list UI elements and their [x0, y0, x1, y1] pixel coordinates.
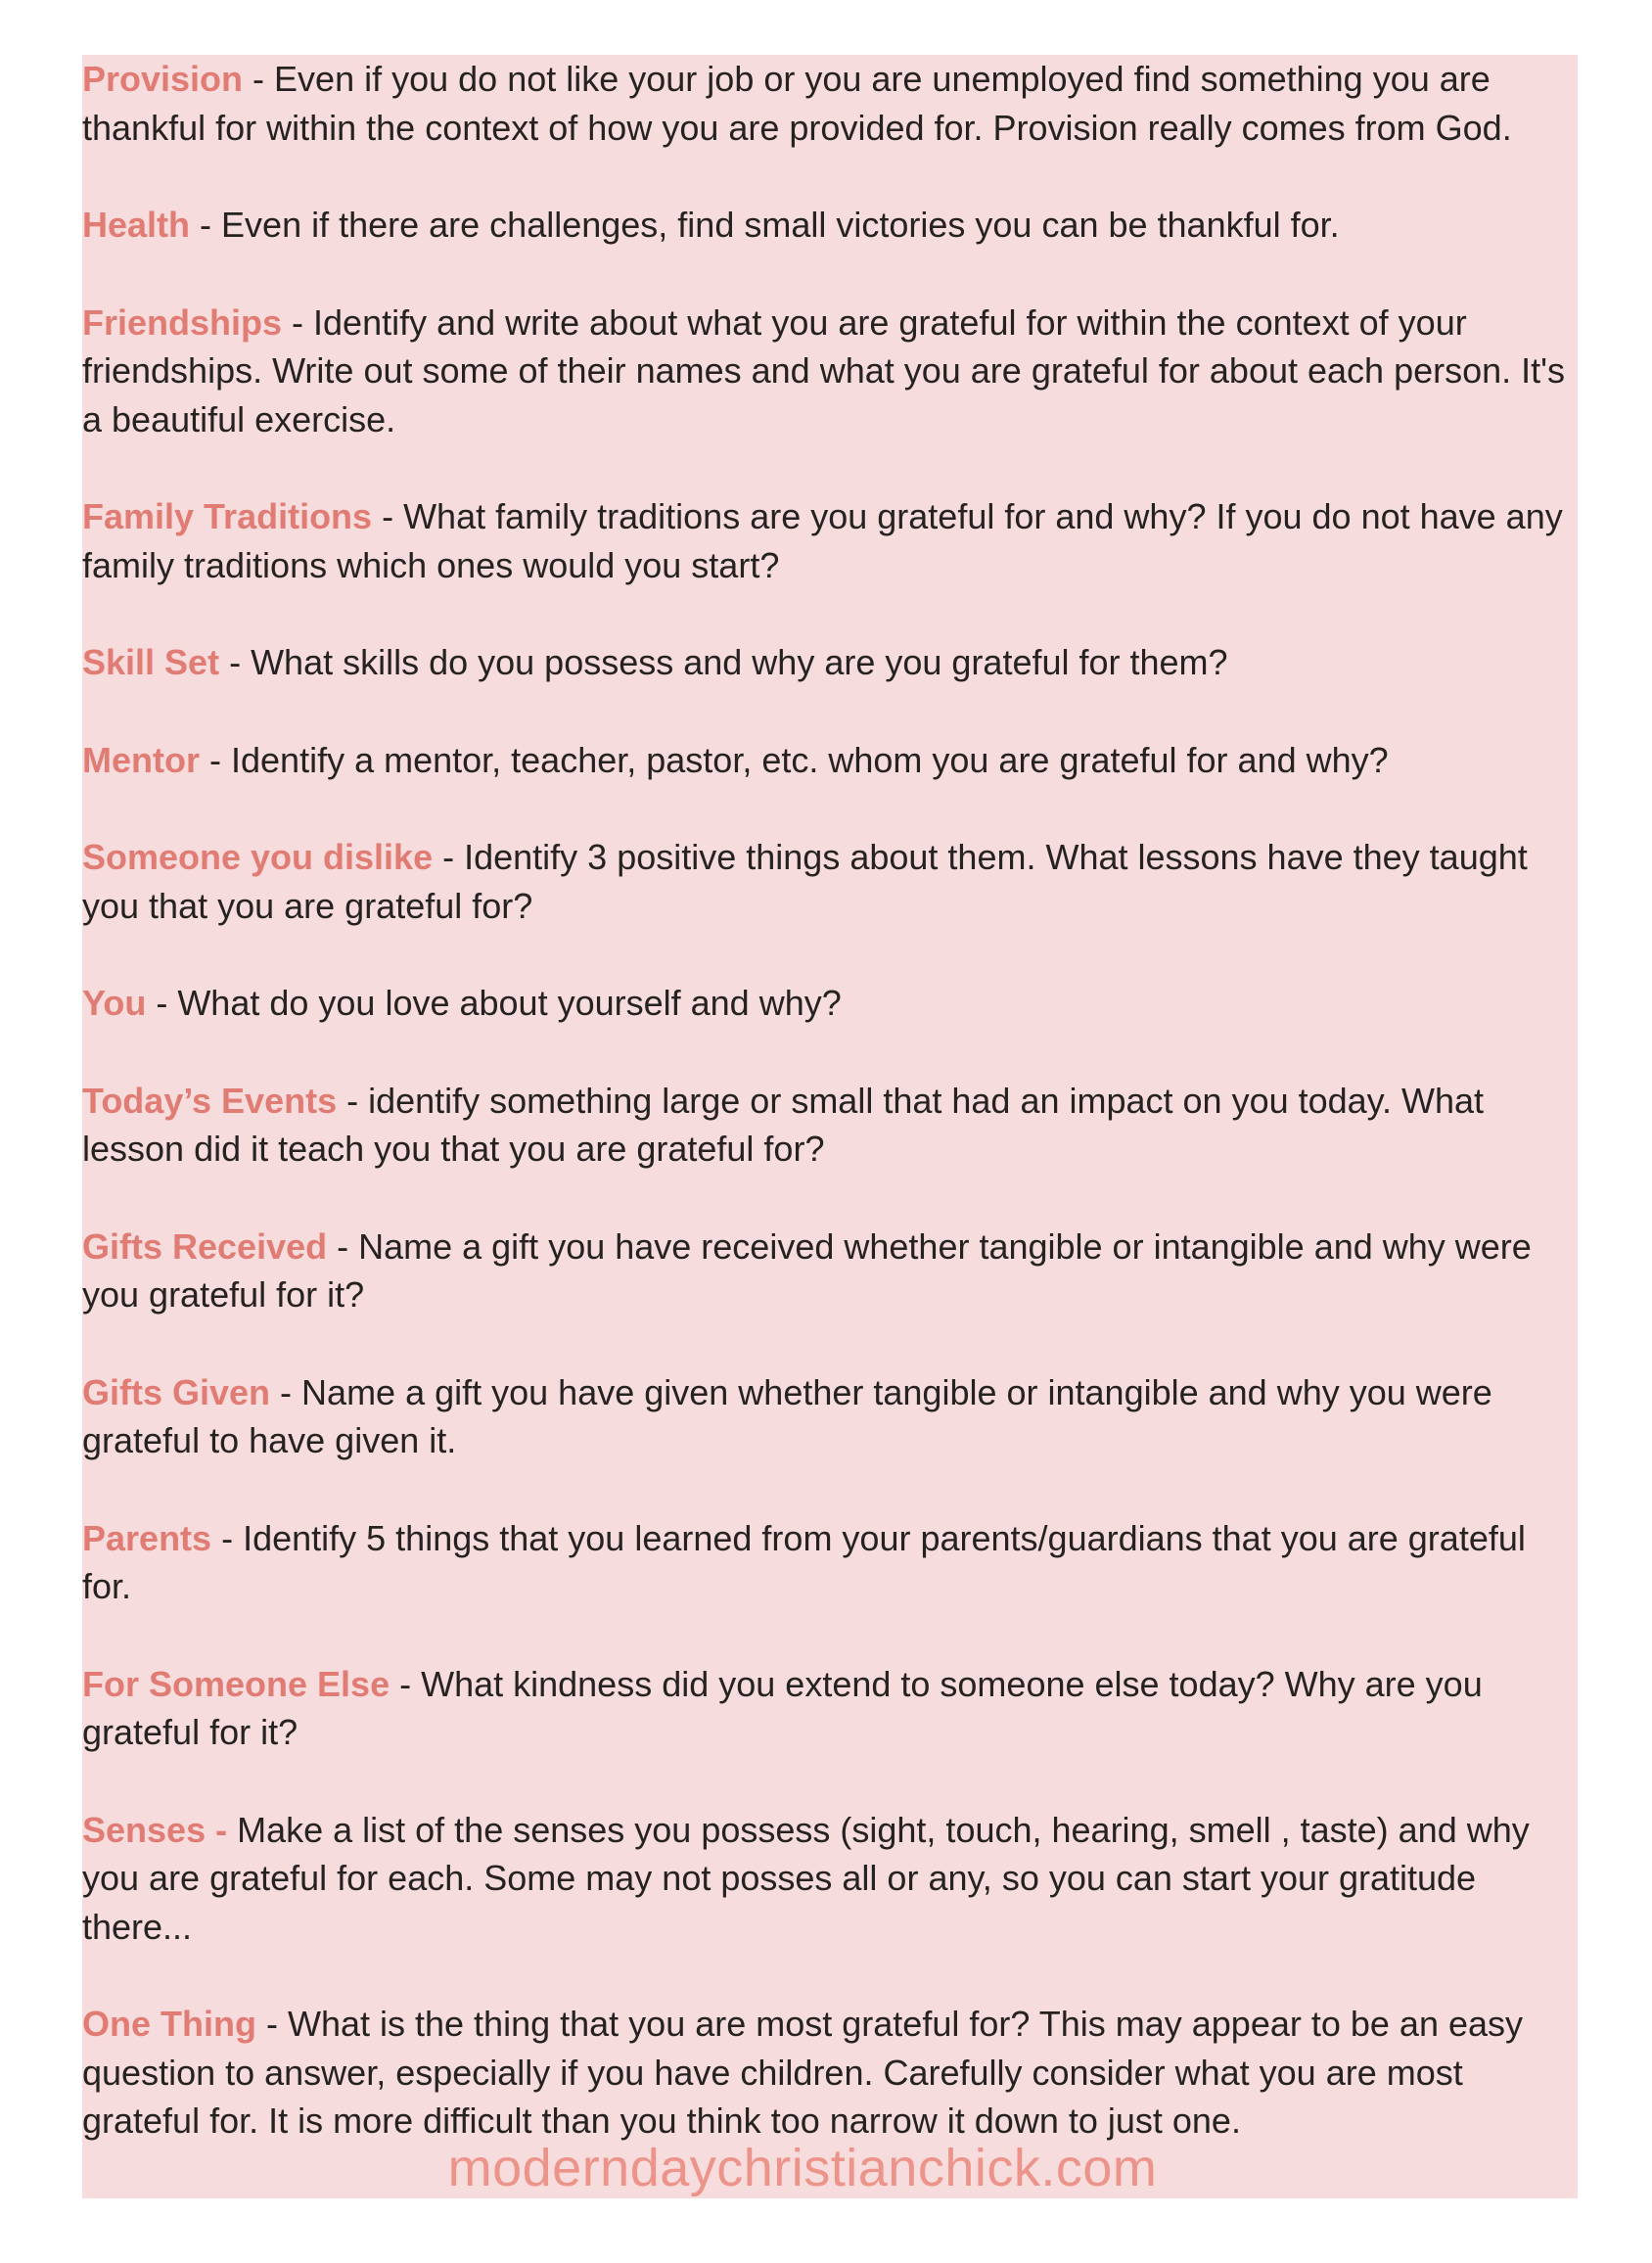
prompt-separator: -: [243, 59, 275, 99]
prompt-separator: -: [190, 205, 222, 245]
gratitude-prompt-list: [82, 55, 1580, 2194]
prompt-heading: Provision: [82, 59, 244, 99]
prompt-you: [82, 979, 1580, 1028]
prompt-heading: One Thing: [82, 2004, 256, 2044]
prompt-text: Even if you do not like your job or you are unemployed find something you are thankful for within the context of how you are provided for. Provision really comes from God.: [82, 59, 1512, 148]
prompt-health: [82, 201, 1580, 250]
prompt-mentor: [82, 736, 1580, 785]
prompt-heading: Someone you dislike: [82, 837, 434, 877]
prompt-heading: Family Traditions: [82, 496, 373, 536]
prompt-separator: -: [219, 642, 252, 682]
prompt-heading: For Someone Else: [82, 1663, 390, 1704]
prompt-text: What family traditions are you grateful for and why? If you do not have any family traditions which ones would you start?: [82, 496, 1563, 585]
prompt-text: Identify a mentor, teacher, pastor, etc. whom you are grateful for and why?: [231, 739, 1389, 780]
prompt-separator: -: [390, 1663, 422, 1704]
prompt-text: What do you love about yourself and why?: [177, 983, 842, 1023]
prompt-text: What is the thing that you are most grateful for? This may appear to be an easy question to answer, especially if you have children. Carefully consider what you are most grateful for. It is more difficult than you think too narrow it down to just one.: [82, 2004, 1524, 2141]
prompt-separator: -: [337, 1080, 369, 1121]
prompt-gifts-given: [82, 1368, 1580, 1465]
prompt-heading: Gifts Received: [82, 1225, 328, 1267]
prompt-heading: You: [82, 983, 147, 1023]
footer-website: moderndaychristianchick.com: [447, 2139, 1158, 2197]
prompt-heading: Mentor: [82, 739, 200, 780]
prompt-separator: -: [255, 2004, 288, 2044]
prompt-separator: -: [433, 837, 465, 877]
prompt-gifts-received: [82, 1223, 1580, 1319]
prompt-text: What skills do you possess and why are you grateful for them?: [251, 642, 1228, 682]
prompt-skill-set: [82, 638, 1580, 687]
prompt-heading: Today’s Events: [82, 1080, 338, 1121]
prompt-someone-you-dislike: [82, 833, 1580, 930]
prompt-separator: [227, 1810, 237, 1850]
prompt-heading: Parents: [82, 1517, 212, 1558]
prompt-todays-events: [82, 1077, 1580, 1174]
prompt-separator: -: [146, 983, 178, 1023]
prompt-senses: [82, 1806, 1580, 1952]
prompt-text: Even if there are challenges, find small victories you can be thankful for.: [221, 205, 1340, 245]
prompt-text: What kindness did you extend to someone else today? Why are you grateful for it?: [82, 1663, 1483, 1752]
prompt-separator: -: [372, 496, 404, 536]
prompt-text: Identify 5 things that you learned from your parents/guardians that you are grateful for.: [82, 1517, 1526, 1606]
prompt-text: Name a gift you have given whether tangible or intangible and why you were grateful to have given it.: [82, 1371, 1492, 1460]
prompt-for-someone-else: [82, 1660, 1580, 1757]
prompt-family-traditions: [82, 492, 1580, 589]
prompt-text: Identify and write about what you are grateful for within the context of your friendships. Write out some of their names and what you are grateful for about each person. It's a beautiful exercise.: [82, 301, 1566, 439]
prompt-separator: -: [282, 301, 314, 343]
prompt-heading: Friendships: [82, 301, 283, 343]
prompt-text: Make a list of the senses you possess (sight, touch, hearing, smell , taste) and why you are grateful for each. Some may not posses all or any, so you can start your gratitude there...: [82, 1809, 1530, 1947]
prompt-text: Identify 3 positive things about them. What lessons have they taught you that you are grateful for?: [82, 837, 1528, 926]
prompt-heading: Gifts Given: [82, 1371, 271, 1412]
prompt-separator: -: [211, 1517, 244, 1558]
prompt-one-thing: [82, 2000, 1580, 2146]
prompt-provision: [82, 55, 1580, 152]
prompt-separator: -: [327, 1225, 359, 1267]
prompt-heading: Skill Set: [82, 642, 220, 682]
prompt-separator: -: [270, 1371, 302, 1412]
prompt-parents: [82, 1514, 1580, 1611]
prompt-text: Name a gift you have received whether tangible or intangible and why were you grateful for it?: [82, 1225, 1532, 1315]
prompt-friendships: [82, 299, 1580, 444]
prompt-heading: Health: [82, 205, 191, 245]
prompt-heading: Senses -: [82, 1809, 228, 1850]
prompt-separator: -: [200, 739, 231, 780]
prompt-text: identify something large or small that had an impact on you today. What lesson did it teach you that you are grateful for?: [82, 1080, 1485, 1169]
